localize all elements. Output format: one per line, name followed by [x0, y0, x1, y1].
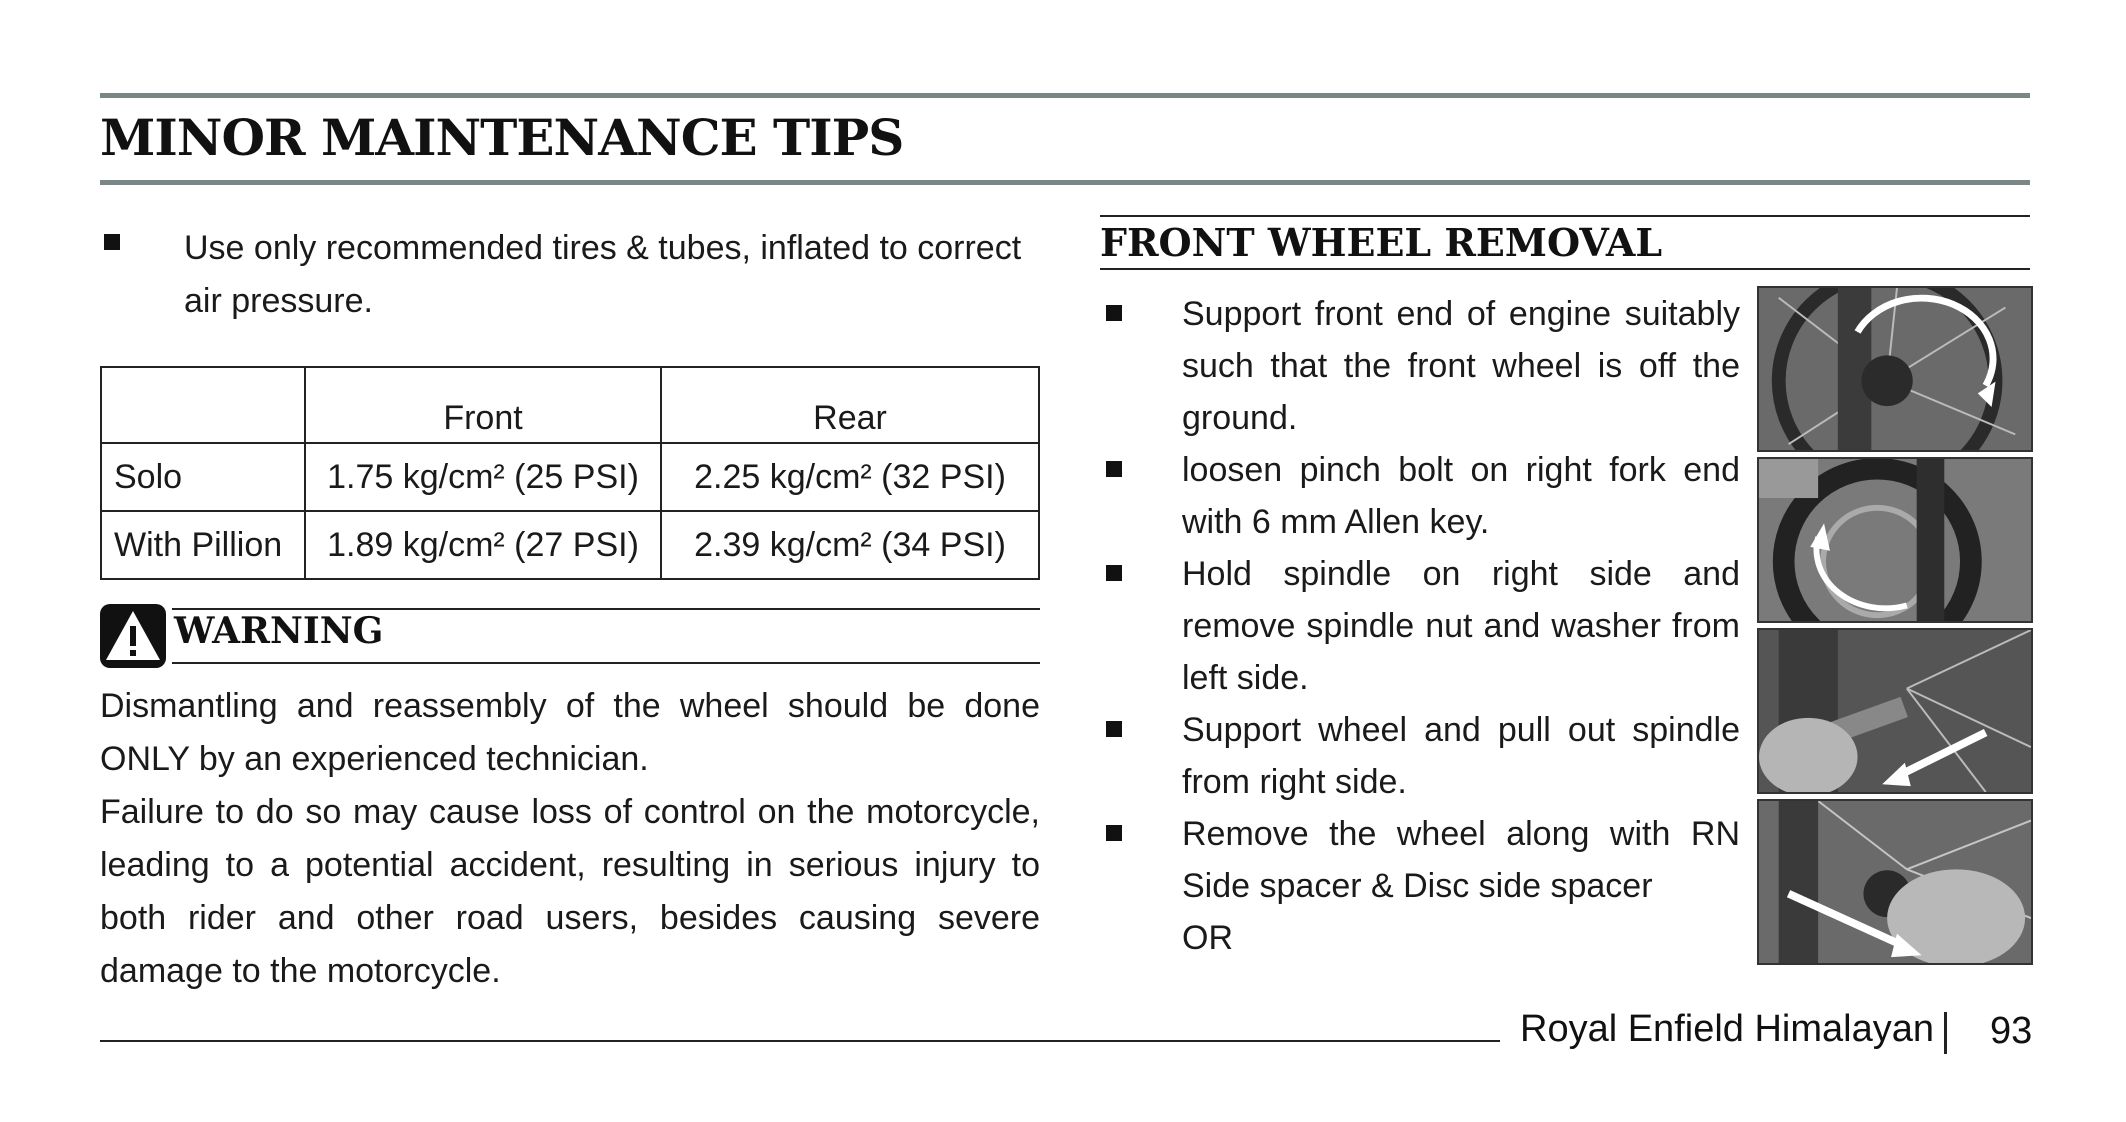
- table-header-cell: [101, 367, 305, 443]
- title-underline-rule: [100, 180, 2030, 185]
- tire-pressure-table: [100, 366, 1040, 580]
- section-bottom-rule: [1100, 268, 2030, 270]
- table-header-cell: Front: [305, 367, 661, 443]
- section-top-rule: [1100, 215, 2030, 217]
- table-row: [101, 443, 1039, 511]
- tire-tip-text: Use only recommended tires & tubes, inflated to correct air pressure.: [184, 229, 1022, 320]
- warning-paragraph: Failure to do so may cause loss of control on the motorcycle, leading to a potential accident, resulting in serious injury to both rider and other road users, besides causing severe damage to the motorcycle.: [100, 793, 1040, 990]
- square-bullet-icon: [1106, 461, 1122, 477]
- page-number: 93: [1990, 1010, 2033, 1052]
- row-label-cell: With Pillion: [101, 511, 305, 579]
- square-bullet-icon: [1106, 825, 1122, 841]
- table-header-row: [101, 367, 1039, 443]
- removal-steps-list: [1100, 288, 1740, 964]
- wheel-photo-spindle-pull: [1757, 628, 2033, 794]
- step-text: Hold spindle on right side and remove spindle nut and washer from left side.: [1182, 555, 1740, 697]
- tire-tip-bullet: [100, 222, 1040, 328]
- footer-rule: [100, 1040, 1500, 1042]
- footer-separator: [1944, 1012, 1947, 1054]
- wheel-photo-rotate: [1757, 286, 2033, 452]
- warning-paragraph: Dismantling and reassembly of the wheel should be done ONLY by an experienced technician.: [100, 687, 1040, 778]
- warning-bottom-rule: [172, 662, 1040, 664]
- front-pressure-cell: 1.75 kg/cm² (25 PSI): [305, 443, 661, 511]
- list-item: [1100, 808, 1740, 912]
- wheel-photo-pinch-bolt: [1757, 457, 2033, 623]
- list-item: [1100, 444, 1740, 548]
- square-bullet-icon: [1106, 305, 1122, 321]
- step-text: Remove the wheel along with RN Side spacer & Disc side spacer: [1182, 815, 1740, 905]
- rear-pressure-cell: 2.39 kg/cm² (34 PSI): [661, 511, 1039, 579]
- or-text: OR: [1182, 919, 1233, 957]
- step-photos: [1757, 286, 2033, 970]
- wheel-photo-remove-wheel: [1757, 799, 2033, 965]
- list-item: [1100, 288, 1740, 444]
- square-bullet-icon: [1106, 565, 1122, 581]
- table-header-cell: Rear: [661, 367, 1039, 443]
- rear-pressure-cell: 2.25 kg/cm² (32 PSI): [661, 443, 1039, 511]
- square-bullet-icon: [104, 234, 120, 250]
- warning-body: [100, 680, 1040, 998]
- list-item: [1100, 704, 1740, 808]
- warning-triangle-icon: [100, 604, 166, 668]
- step-text: Support wheel and pull out spindle from right side.: [1182, 711, 1740, 801]
- front-pressure-cell: 1.89 kg/cm² (27 PSI): [305, 511, 661, 579]
- warning-label: WARNING: [174, 610, 384, 652]
- list-item: [1100, 548, 1740, 704]
- section-title: FRONT WHEEL REMOVAL: [1100, 220, 1663, 265]
- table-row: [101, 511, 1039, 579]
- step-text: Support front end of engine suitably such that the front wheel is off the ground.: [1182, 295, 1740, 437]
- step-text: loosen pinch bolt on right fork end with 6 mm Allen key.: [1182, 451, 1740, 541]
- footer-brand-text: Royal Enfield Himalayan: [1520, 1008, 1934, 1050]
- row-label-cell: Solo: [101, 443, 305, 511]
- page-title: MINOR MAINTENANCE TIPS: [100, 108, 904, 167]
- top-rule: [100, 93, 2030, 98]
- square-bullet-icon: [1106, 721, 1122, 737]
